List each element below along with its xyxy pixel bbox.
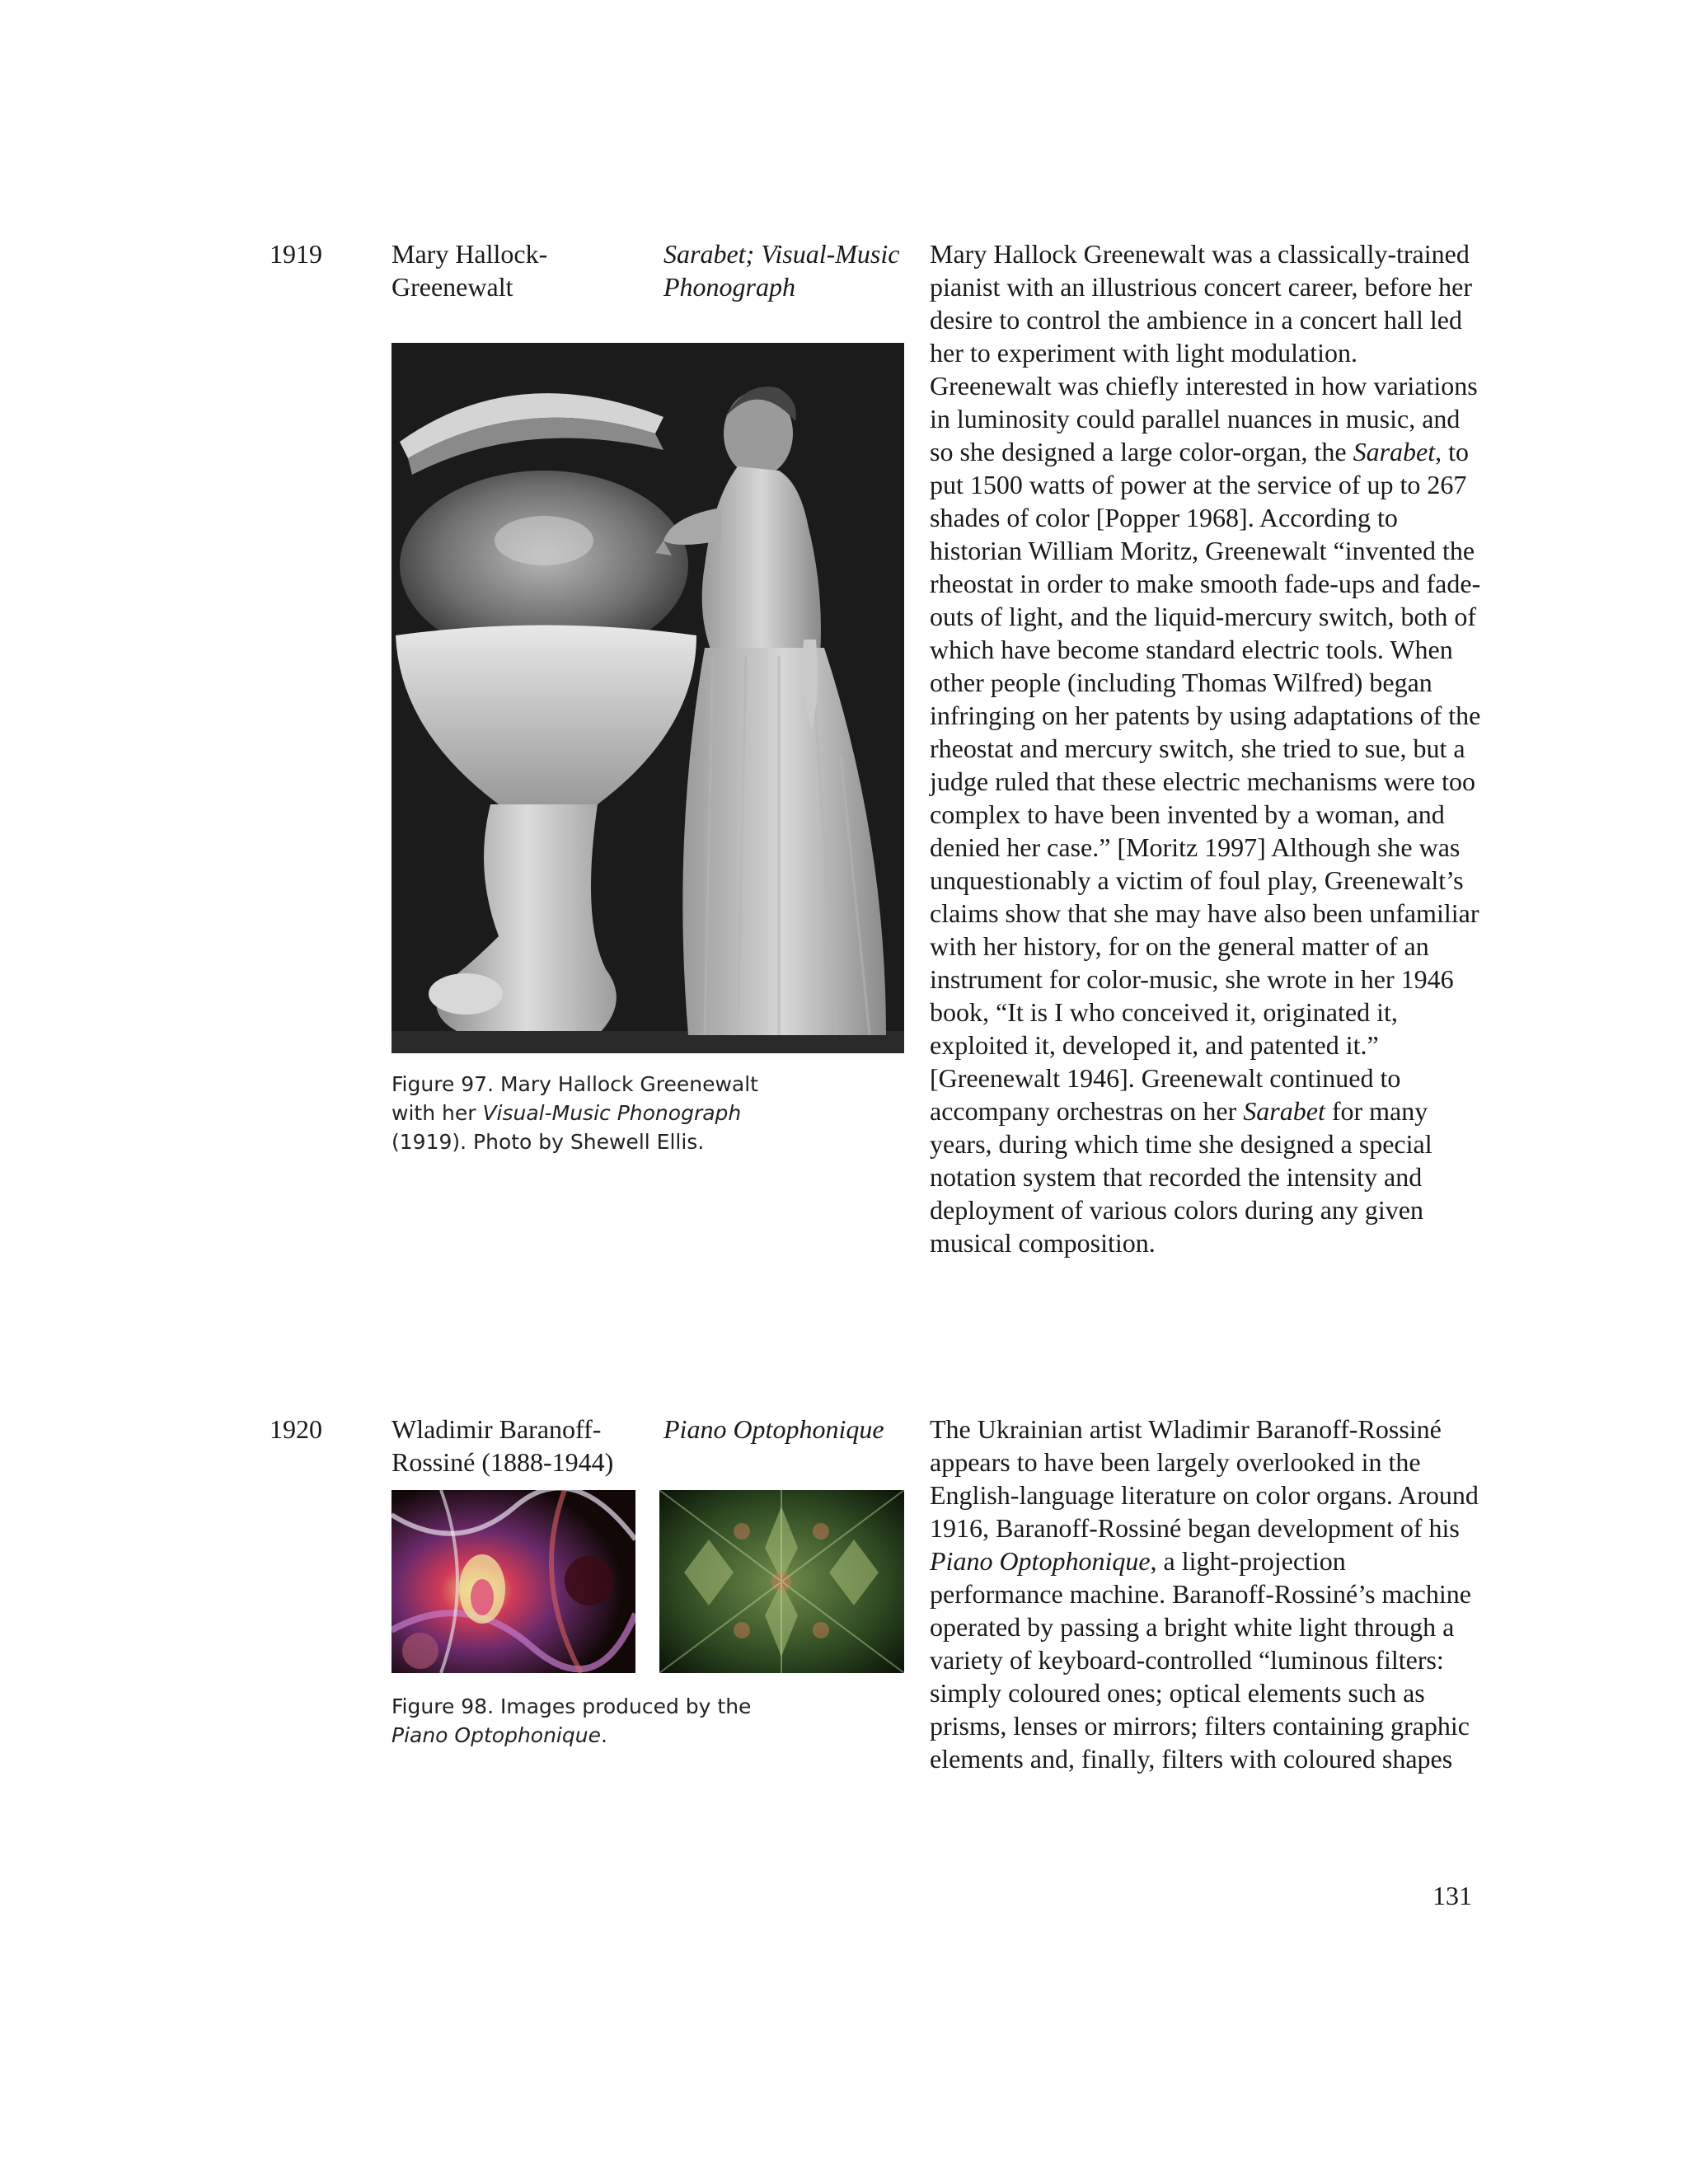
entry-year-1919: 1919 [270,239,322,269]
body-text: Mary Hallock Greenewalt was a classically-trained pianist with an illustrious concert career, before her desire to control the ambience in a concert hall led her to experiment with light modulation. Greenewalt was chiefly interested in how variations in luminosity could parallel nuances in music, and so she designed a large color-organ, the [930,239,1478,466]
greenewalt-phonograph-photo [392,343,904,1053]
body-text: for many years, during which time she designed a special notation system that recorded the intensity and deployment of various colors during any given musical composition. [930,1096,1432,1258]
body-italic: Piano Optophonique [930,1546,1151,1576]
body-text: , to put 1500 watts of power at the service of up to 267 shades of color [Popper 1968]. According to historian William Moritz, Greenewalt “invented the rheostat in order to make smooth fade-ups and fade-outs of light, and the liquid-mercury switch, both of which have become standard electric tools. When other people (including Thomas Wilfred) began infringing on her patents by using adaptations of the rheostat and mercury switch, she tried to sue, but a judge ruled that these electric mechanisms were too complex to have been invented by a woman, and denied her case.” [Moritz 1997] Although she was unquestionably a victim of foul play, Greenewalt’s claims show that she may have also been unfamiliar with her history, for on the general matter of an instrument for color-music, she wrote in her 1946 book, “It is I who conceived it, originated it, exploited it, developed it, and patented it.” [Greenewalt 1946]. Greenewalt continued to accompany orchestras on her [930,437,1481,1126]
body-text: The Ukrainian artist Wladimir Baranoff-Rossiné appears to have been largely overlooked in the English-language literature on color organs. Around 1916, Baranoff-Rossiné began development of his [930,1414,1479,1543]
body-paragraph [930,1413,1482,1775]
entry-work-1920 [663,1413,919,1446]
caption-italic: Visual-Music Phonograph [482,1101,742,1125]
work-line: Phonograph [663,272,795,302]
figure-97-caption [392,1070,779,1156]
figure-98-image-left [392,1490,635,1673]
caption-text: . [600,1723,607,1747]
figure-98-caption [392,1692,779,1750]
figure-98-image-right [659,1490,904,1673]
caption-text: Figure 97. Mary Hallock Greenewalt with her [392,1072,758,1125]
optophonique-green-pattern [659,1490,904,1673]
caption-text: (1919). Photo by Shewell Ellis. [392,1130,705,1154]
body-italic: Sarabet [1243,1096,1325,1126]
entry-artist-1919 [392,237,639,303]
caption-italic: Piano Optophonique [392,1723,601,1747]
figure-97-photo [392,343,904,1053]
entry-artist-1920 [392,1413,639,1479]
work-line: Sarabet; Visual-Music [663,239,900,269]
optophonique-colorful-pattern [392,1490,635,1673]
body-text: , a light-projection performance machine. Baranoff-Rossiné’s machine operated by passing a bright white light through a variety of keyboard-controlled “luminous filters: simply coloured ones; optical elements such as prisms, lenses or mirrors; filters containing graphic elements and, finally, filters with coloured shapes [930,1546,1471,1774]
entry-body-1920 [930,1413,1482,1775]
page-number: 131 [1432,1881,1472,1910]
artist-line: Greenewalt [392,272,513,302]
artist-line: Mary Hallock- [392,239,548,269]
entry-work-1919 [663,237,919,303]
entry-body-1919 [930,237,1482,1259]
caption-text: Figure 98. Images produced by the [392,1694,752,1718]
artist-line: Wladimir Baranoff- [392,1414,602,1444]
artist-line: Rossiné (1888-1944) [392,1447,614,1477]
entry-year-1920: 1920 [270,1414,322,1444]
work-line: Piano Optophonique [663,1414,884,1444]
body-paragraph [930,237,1482,1259]
body-italic: Sarabet [1353,437,1436,466]
